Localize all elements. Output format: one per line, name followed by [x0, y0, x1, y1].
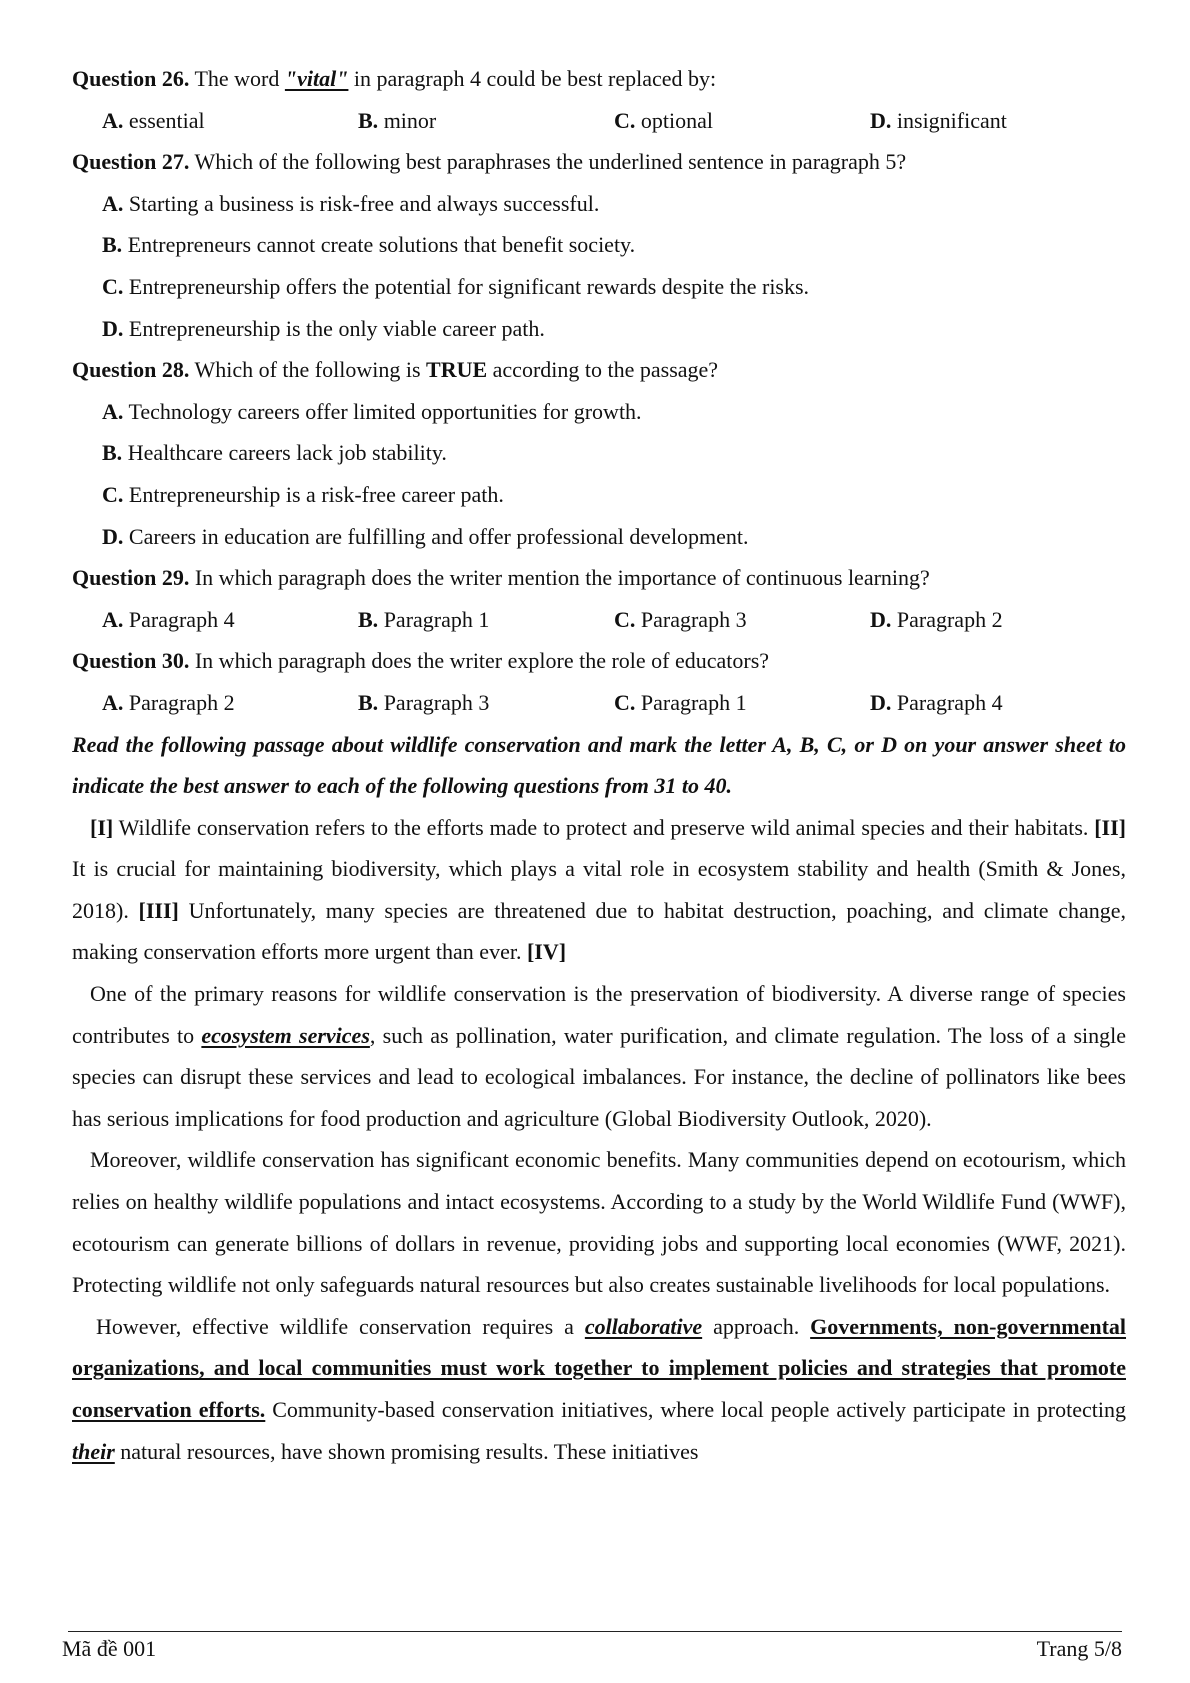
option-d[interactable] [72, 516, 1126, 558]
option-text: Careers in education are fulfilling and offer professional development. [123, 523, 749, 549]
reading-instruction: Read the following passage about wildlife conservation and mark the letter A, B, C, or D on your answer sheet to indicate the best answer to each of the following questions from 31 to 40. [72, 731, 1126, 799]
option-text: Paragraph 4 [123, 606, 235, 632]
question-27 [72, 141, 1126, 183]
option-a[interactable] [72, 183, 1126, 225]
question-label: Question 27. [72, 149, 190, 175]
position-marker: [IV] [526, 939, 567, 965]
option-letter: D. [870, 606, 892, 632]
option-c[interactable] [72, 474, 1126, 516]
option-letter: D. [102, 315, 124, 341]
option-text: insignificant [891, 107, 1007, 133]
option-text: minor [378, 107, 437, 133]
emphasis-word: TRUE [426, 357, 488, 383]
question-30 [72, 640, 1126, 682]
position-marker: [III] [138, 897, 179, 923]
option-text: essential [123, 107, 205, 133]
option-letter: B. [358, 107, 379, 133]
paragraph-text: , such as pollination, water purification, and climate regulation. The loss of a single species can disrupt these services and lead to ecological imbalances. For instance, the decline of pollinators like bees has serious implications for food production and agriculture (Global Biodiversity Outlook, 2020). [72, 1022, 1126, 1131]
option-text: Paragraph 2 [123, 689, 235, 715]
option-letter: C. [102, 273, 124, 299]
option-letter: D. [870, 689, 892, 715]
highlighted-pronoun: their [72, 1438, 115, 1464]
option-text: Paragraph 2 [891, 606, 1003, 632]
question-text: Which of the following is [189, 357, 427, 383]
question-text: In which paragraph does the writer mention the importance of continuous learning? [189, 565, 930, 591]
question-text: in paragraph 4 could be best replaced by: [348, 66, 717, 91]
option-a[interactable] [102, 682, 358, 724]
option-text: Paragraph 1 [635, 689, 747, 715]
option-text: Entrepreneurship offers the potential for significant rewards despite the risks. [123, 273, 810, 299]
paragraph-text: approach. [702, 1313, 811, 1339]
option-letter: C. [614, 606, 636, 632]
question-26-options [72, 100, 1126, 142]
underlined-sentence: Governments, non-governmental organizations, and local communities must work together to implement policies and strategies that promote conservation efforts. [72, 1313, 1127, 1422]
option-text: Paragraph 1 [378, 606, 490, 632]
option-d[interactable] [870, 599, 1126, 641]
option-letter: C. [614, 107, 636, 133]
option-letter: A. [102, 107, 124, 133]
question-28 [72, 349, 1126, 391]
question-29-options [72, 599, 1126, 641]
position-marker: [I] [90, 814, 114, 840]
option-text: Healthcare careers lack job stability. [122, 440, 447, 466]
option-text: optional [635, 107, 713, 133]
highlighted-word: collaborative [584, 1313, 703, 1339]
highlighted-word: "vital" [284, 66, 349, 91]
paragraph-text: Wildlife conservation refers to the efforts made to protect and preserve wild animal species and their habitats. [113, 814, 1095, 840]
option-a[interactable] [102, 599, 358, 641]
paragraph-text: It is crucial for maintaining biodiversity, which plays a vital role in ecosystem stability and health (Smith & Jones, 2018). [72, 856, 1126, 923]
option-letter: B. [358, 606, 379, 632]
question-text: In which paragraph does the writer explore the role of educators? [189, 648, 770, 674]
question-text: according to the passage? [487, 357, 719, 383]
question-label: Question 26. [72, 66, 190, 91]
question-text: Which of the following best paraphrases the underlined sentence in paragraph 5? [189, 149, 907, 175]
question-29 [72, 557, 1126, 599]
paragraph-text: Unfortunately, many species are threatened due to habitat destruction, poaching, and climate change, making conservation efforts more urgent than ever. [72, 897, 1126, 965]
footer-divider [68, 1631, 1122, 1632]
paragraph-text: However, effective wildlife conservation requires a [96, 1313, 585, 1339]
option-letter: C. [102, 481, 124, 507]
option-b[interactable] [72, 432, 1126, 474]
exam-page [72, 58, 1126, 1472]
option-text: Technology careers offer limited opportunities for growth. [123, 398, 642, 424]
passage-paragraph-3: Moreover, wildlife conservation has significant economic benefits. Many communities depend on ecotourism, which relies on healthy wildlife populations and intact ecosystems. According to a study by the World Wildlife Fund (WWF), ecotourism can generate billions of dollars in revenue, providing jobs and supporting local economies (WWF, 2021). Protecting wildlife not only safeguards natural resources but also creates sustainable livelihoods for local populations. [72, 1147, 1126, 1298]
option-text: Entrepreneurship is the only viable career path. [123, 315, 545, 341]
option-letter: A. [102, 398, 124, 424]
option-letter: D. [102, 523, 124, 549]
option-d[interactable] [72, 308, 1126, 350]
passage-paragraph-4 [72, 1306, 1126, 1472]
question-label: Question 29. [72, 565, 190, 591]
paragraph-text: natural resources, have shown promising results. These initiatives [114, 1438, 699, 1464]
paragraph-text: Community-based conservation initiatives, where local people actively participate in protecting [265, 1397, 1126, 1422]
option-a[interactable] [102, 100, 358, 142]
option-c[interactable] [614, 682, 870, 724]
option-letter: B. [358, 689, 379, 715]
passage-paragraph-1 [72, 807, 1126, 973]
option-b[interactable] [358, 100, 614, 142]
position-marker: [II] [1094, 814, 1126, 840]
question-26 [72, 58, 1126, 100]
option-d[interactable] [870, 100, 1126, 142]
option-letter: A. [102, 190, 124, 216]
option-letter: B. [102, 232, 123, 258]
option-text: Paragraph 4 [891, 689, 1003, 715]
page-number: Trang 5/8 [1036, 1636, 1122, 1661]
page-footer [62, 1636, 1122, 1662]
passage-paragraph-2 [72, 973, 1126, 1139]
option-c[interactable] [614, 599, 870, 641]
option-text: Paragraph 3 [635, 606, 747, 632]
option-letter: A. [102, 689, 124, 715]
option-a[interactable] [72, 391, 1126, 433]
option-letter: B. [102, 440, 123, 466]
option-text: Entrepreneurship is a risk-free career path. [123, 481, 504, 507]
option-c[interactable] [614, 100, 870, 142]
question-label: Question 28. [72, 357, 190, 383]
option-b[interactable] [72, 224, 1126, 266]
highlighted-term: ecosystem services [201, 1022, 370, 1048]
option-b[interactable] [358, 599, 614, 641]
option-b[interactable] [358, 682, 614, 724]
option-text: Starting a business is risk-free and always successful. [123, 190, 600, 216]
question-text: The word [189, 66, 285, 91]
option-c[interactable] [72, 266, 1126, 308]
exam-code: Mã đề 001 [62, 1636, 157, 1661]
option-d[interactable] [870, 682, 1126, 724]
option-text: Paragraph 3 [378, 689, 490, 715]
question-30-options [72, 682, 1126, 724]
option-letter: C. [614, 689, 636, 715]
question-label: Question 30. [72, 648, 190, 674]
option-letter: D. [870, 107, 892, 133]
option-text: Entrepreneurs cannot create solutions that benefit society. [122, 232, 636, 258]
option-letter: A. [102, 606, 124, 632]
paragraph-text: One of the primary reasons for wildlife conservation is the preservation of biodiversity. A diverse range of species contributes to [72, 981, 1126, 1048]
